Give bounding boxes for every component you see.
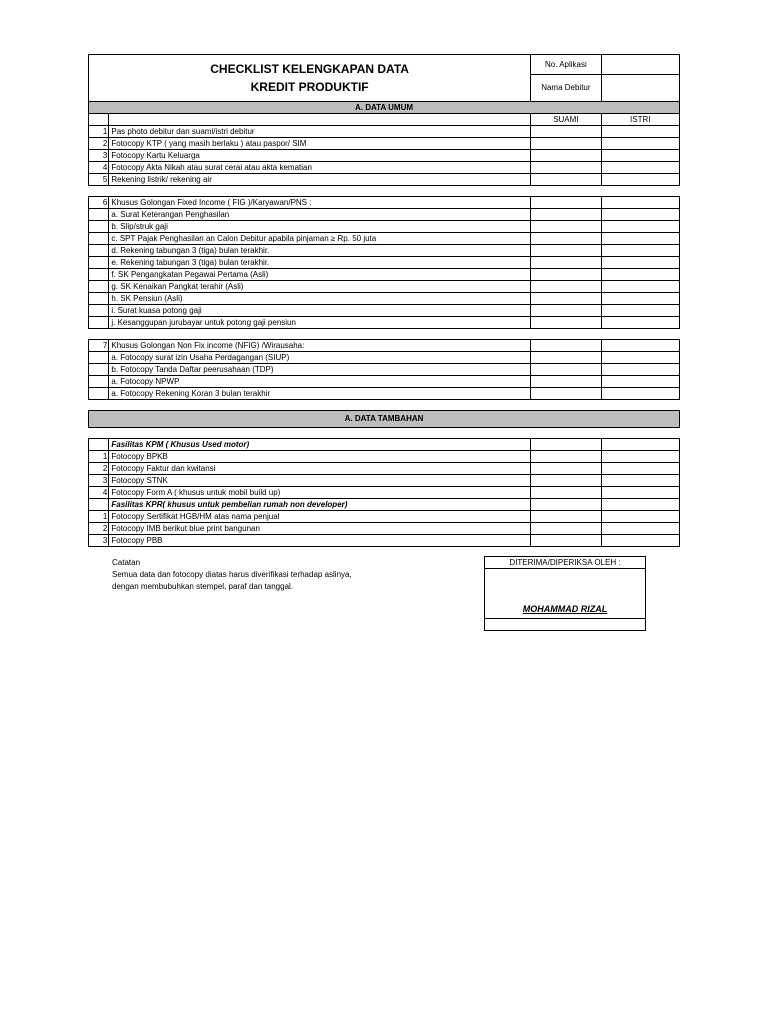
check-cell[interactable]: [531, 499, 601, 511]
sub-item-text: a. Fotocopy NPWP: [109, 376, 531, 388]
suami-check-cell[interactable]: [531, 209, 601, 221]
check-cell[interactable]: [531, 439, 601, 451]
item-number: 1: [89, 511, 109, 523]
sub-item-text: h. SK Pensiun (Asli): [109, 293, 531, 305]
table-row: [89, 340, 680, 352]
title-line-2: KREDIT PRODUKTIF: [250, 80, 369, 94]
suami-check-cell[interactable]: [531, 317, 601, 329]
istri-check-cell[interactable]: [601, 150, 679, 162]
table-row: [89, 162, 680, 174]
table-row: [89, 511, 680, 523]
istri-check-cell[interactable]: [601, 221, 679, 233]
istri-check-cell[interactable]: [601, 352, 679, 364]
item-number: 6: [89, 197, 109, 209]
suami-check-cell[interactable]: [531, 245, 601, 257]
check-cell[interactable]: [531, 523, 601, 535]
table-row: [89, 269, 680, 281]
item-text: Fotocopy IMB berikut blue print bangunan: [109, 523, 531, 535]
item-text: Khusus Golongan Fixed Income ( FIG )/Karyawan/PNS :: [109, 197, 531, 209]
section-data-tambahan-header: A. DATA TAMBAHAN: [89, 411, 680, 428]
item-text: Fotocopy Faktur dan kwitansi: [109, 463, 531, 475]
table-row: [89, 281, 680, 293]
table-row: [89, 245, 680, 257]
table-row: [89, 376, 680, 388]
sub-item-text: a. Surat Keterangan Penghasilan: [109, 209, 531, 221]
item-text: Fotocopy BPKB: [109, 451, 531, 463]
istri-check-cell[interactable]: [601, 269, 679, 281]
received-by-label: DITERIMA/DIPERIKSA OLEH :: [485, 557, 646, 569]
suami-check-cell[interactable]: [531, 281, 601, 293]
notes-block: [112, 557, 352, 593]
suami-check-cell[interactable]: [531, 197, 601, 209]
item-number: 3: [89, 475, 109, 487]
table-row: [89, 535, 680, 547]
suami-check-cell[interactable]: [531, 352, 601, 364]
sub-item-text: b. Fotocopy Tanda Daftar peerusahaan (TDP): [109, 364, 531, 376]
item-number: 2: [89, 138, 109, 150]
table-row: [89, 475, 680, 487]
table-row: [89, 523, 680, 535]
suami-check-cell[interactable]: [531, 257, 601, 269]
suami-check-cell[interactable]: [531, 340, 601, 352]
item-text: Rekening listrik/ rekening air: [109, 174, 531, 186]
istri-check-cell[interactable]: [601, 376, 679, 388]
item-text: Fotocopy PBB: [109, 535, 531, 547]
checklist-sheet: [88, 54, 680, 547]
check-cell[interactable]: [531, 511, 601, 523]
item-number: 4: [89, 162, 109, 174]
suami-check-cell[interactable]: [531, 138, 601, 150]
check-cell[interactable]: [601, 511, 679, 523]
istri-check-cell[interactable]: [601, 388, 679, 400]
sub-item-text: f. SK Pengangkatan Pegawai Pertama (Asli): [109, 269, 531, 281]
table-row: [89, 209, 680, 221]
check-cell[interactable]: [531, 535, 601, 547]
checklist-table: [88, 54, 680, 547]
suami-check-cell[interactable]: [531, 174, 601, 186]
table-row: [89, 451, 680, 463]
istri-check-cell[interactable]: [601, 293, 679, 305]
item-number: 1: [89, 451, 109, 463]
table-row: [89, 293, 680, 305]
table-row: [89, 221, 680, 233]
table-row: [89, 150, 680, 162]
check-cell[interactable]: [601, 499, 679, 511]
istri-check-cell[interactable]: [601, 281, 679, 293]
istri-check-cell[interactable]: [601, 162, 679, 174]
no-aplikasi-field[interactable]: [601, 55, 679, 75]
item-text: Khusus Golongan Non Fix income (NFIG) /Wirausaha:: [109, 340, 531, 352]
notes-title: Catatan: [112, 558, 141, 567]
sub-item-text: g. SK Kenaikan Pangkat terahir (Asli): [109, 281, 531, 293]
col-suami-header: SUAMI: [531, 114, 601, 126]
item-text: Fotocopy STNK: [109, 475, 531, 487]
table-row: [89, 463, 680, 475]
suami-check-cell[interactable]: [531, 388, 601, 400]
item-number: 2: [89, 463, 109, 475]
table-row: [89, 305, 680, 317]
table-row: [89, 499, 680, 511]
table-row: [89, 352, 680, 364]
table-row: [89, 388, 680, 400]
notes-line-2: dengan membubuhkan stempel, paraf dan tanggal.: [112, 582, 294, 591]
item-number: 1: [89, 126, 109, 138]
suami-check-cell[interactable]: [531, 269, 601, 281]
sub-item-text: d. Rekening tabungan 3 (tiga) bulan terakhir.: [109, 245, 531, 257]
sub-item-text: a. Fotocopy Rekening Koran 3 bulan terakhir: [109, 388, 531, 400]
table-row: [89, 257, 680, 269]
title-line-1: CHECKLIST KELENGKAPAN DATA: [210, 62, 409, 76]
suami-check-cell[interactable]: [531, 364, 601, 376]
check-cell[interactable]: [531, 463, 601, 475]
suami-check-cell[interactable]: [531, 305, 601, 317]
check-cell[interactable]: [601, 439, 679, 451]
signature-box: [484, 556, 646, 631]
nama-debitur-field[interactable]: [601, 75, 679, 102]
section-data-umum-header: A. DATA UMUM: [89, 102, 680, 114]
table-row: [89, 197, 680, 209]
table-row: [89, 439, 680, 451]
table-row: [89, 364, 680, 376]
check-cell[interactable]: [531, 451, 601, 463]
suami-check-cell[interactable]: [531, 376, 601, 388]
check-cell[interactable]: [531, 487, 601, 499]
check-cell[interactable]: [601, 487, 679, 499]
check-cell[interactable]: [601, 475, 679, 487]
check-cell[interactable]: [601, 535, 679, 547]
item-number: 3: [89, 150, 109, 162]
item-number: 5: [89, 174, 109, 186]
istri-check-cell[interactable]: [601, 126, 679, 138]
notes-line-1: Semua data dan fotocopy diatas harus diverifikasi terhadap aslinya,: [112, 570, 352, 579]
item-number: 2: [89, 523, 109, 535]
suami-check-cell[interactable]: [531, 150, 601, 162]
item-text: Fotocopy Kartu Keluarga: [109, 150, 531, 162]
table-row: [89, 138, 680, 150]
sub-item-text: b. Slip/struk gaji: [109, 221, 531, 233]
istri-check-cell[interactable]: [601, 197, 679, 209]
check-cell[interactable]: [601, 523, 679, 535]
istri-check-cell[interactable]: [601, 209, 679, 221]
suami-check-cell[interactable]: [531, 293, 601, 305]
istri-check-cell[interactable]: [601, 340, 679, 352]
nama-debitur-label: Nama Debitur: [531, 75, 601, 102]
istri-check-cell[interactable]: [601, 305, 679, 317]
table-row: [89, 317, 680, 329]
table-row: [89, 174, 680, 186]
item-text: Fotocopy Akta Nikah atau surat cerai atau akta kematian: [109, 162, 531, 174]
suami-check-cell[interactable]: [531, 162, 601, 174]
col-istri-header: ISTRI: [601, 114, 679, 126]
sub-item-text: c. SPT Pajak Penghasilan an Calon Debitur apabila pinjaman ≥ Rp. 50 juta: [109, 233, 531, 245]
item-text: Fotocopy KTP ( yang masih berlaku ) atau paspor/ SIM: [109, 138, 531, 150]
istri-check-cell[interactable]: [601, 364, 679, 376]
istri-check-cell[interactable]: [601, 233, 679, 245]
item-number: 3: [89, 535, 109, 547]
istri-check-cell[interactable]: [601, 138, 679, 150]
istri-check-cell[interactable]: [601, 257, 679, 269]
table-row: [89, 233, 680, 245]
item-text: Fotocopy Sertifikat HGB/HM atas nama penjual: [109, 511, 531, 523]
sub-item-text: i. Surat kuasa potong gaji: [109, 305, 531, 317]
suami-check-cell[interactable]: [531, 126, 601, 138]
istri-check-cell[interactable]: [601, 174, 679, 186]
kpm-title: Fasilitas KPM ( Khusus Used motor): [109, 439, 531, 451]
sub-item-text: e. Rekening tabungan 3 (tiga) bulan terakhir.: [109, 257, 531, 269]
signature-date-field[interactable]: [485, 619, 646, 631]
item-number: 4: [89, 487, 109, 499]
table-row: [89, 126, 680, 138]
sub-item-text: j. Kesanggupan jurubayar untuk potong gaji pensiun: [109, 317, 531, 329]
suami-check-cell[interactable]: [531, 221, 601, 233]
istri-check-cell[interactable]: [601, 245, 679, 257]
no-aplikasi-label: No. Aplikasi: [531, 55, 601, 75]
item-text: Fotocopy Form A ( khusus untuk mobil build up): [109, 487, 531, 499]
sub-item-text: a. Fotocopy surat izin Usaha Perdagangan (SIUP): [109, 352, 531, 364]
table-row: [89, 487, 680, 499]
istri-check-cell[interactable]: [601, 317, 679, 329]
suami-check-cell[interactable]: [531, 233, 601, 245]
check-cell[interactable]: [601, 463, 679, 475]
item-number: 7: [89, 340, 109, 352]
check-cell[interactable]: [531, 475, 601, 487]
item-text: Pas photo debitur dan suami/istri debitur: [109, 126, 531, 138]
signer-name: MOHAMMAD RIZAL: [485, 569, 646, 619]
kpr-title: Fasilitas KPR( khusus untuk pembelian rumah non developer): [109, 499, 531, 511]
form-title: [89, 55, 531, 102]
check-cell[interactable]: [601, 451, 679, 463]
